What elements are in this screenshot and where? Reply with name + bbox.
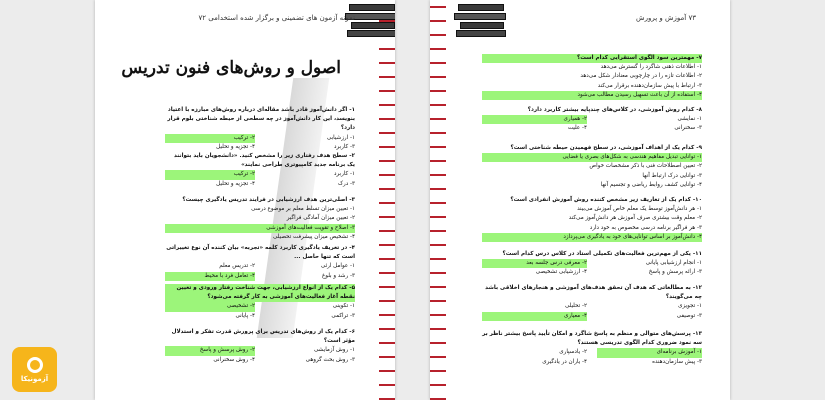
option: ۴- روش سخنرانی (213, 356, 255, 363)
option: ۲- تحلیلی (564, 303, 587, 310)
question-12 (482, 284, 702, 321)
option: ۱- نمایشی (677, 116, 702, 123)
option-highlighted: ۲- همیاری (482, 115, 587, 124)
question-text: ۱۰- کدام یک از تعاریف زیر مشخص کننده روش آموزش انفرادی است؟ (510, 197, 702, 203)
options (165, 170, 355, 188)
option: ۱- انجام ارزشیابی پایانی (645, 260, 702, 267)
right-page (430, 0, 730, 400)
question-4 (165, 244, 355, 281)
question-text: ۱۱- یکی از مهم‌ترین فعالیت‌های تکمیلی استاد در کلاس درس کدام است؟ (502, 251, 702, 257)
question-2 (165, 152, 355, 189)
question-text: ۹- کدام یک از اهداف آموزشی، در سطح فهمیدن حیطه شناختی است؟ (510, 145, 702, 151)
option: ۱- کاربرد (333, 171, 355, 178)
options (482, 205, 702, 242)
option-highlighted: ۴- دانش‌آموز بر اساس توانایی‌های خود به یادگیری می‌پردازد (482, 233, 702, 242)
option: ۱- ارزشیابی (326, 134, 355, 141)
option: ۲- معلم وقت بیشتری صرف آموزش هر دانش‌آموز می‌کند (568, 215, 702, 222)
option-highlighted: ۱- آموزش برنامه‌ای (597, 348, 702, 357)
option: ۳- روش بحث گروهی (305, 356, 355, 363)
option: ۴- تجزیه و تحلیل (216, 143, 255, 150)
question-6 (165, 328, 355, 365)
question-text: ۱- اگر دانش‌آموز قادر باشد مقاله‌ای درباره روش‌های مبارزه با اعتیاد بنویسد، این کار دانش‌آموز در چه سطحی از حیطه شناختی بلوم قرار دارد؟ (167, 107, 355, 132)
option: ۳- هر فراگیر برنامه درسی مخصوص به خود دارد (589, 224, 702, 231)
option: ۴- یاران در یادگیری (542, 358, 587, 365)
option: ۲- تدریس معلم (219, 263, 255, 270)
book-stack-illustration (450, 0, 510, 38)
question-text: ۴- در تعریف یادگیری کاربرد کلمه «تجربه» بیان کننده آن نوع تغییراتی است که تنها حاصل ... (166, 245, 355, 261)
option-highlighted: ۱- توانایی تبدیل مفاهیم هندسی به شکل‌های بصری یا فضایی (482, 153, 702, 162)
option: ۱- اطلاعات ذهنی شاگرد را گسترش می‌دهد (600, 64, 702, 71)
options (165, 205, 355, 242)
question-11 (482, 250, 702, 278)
options (482, 153, 702, 190)
running-head: نمونه آزمون های تضمینی و برگزار شده استخدامی ۷۲ (198, 14, 355, 22)
running-head: ۷۳ آموزش و پرورش (636, 14, 696, 22)
option: ۲- اطلاعات تازه را در چارچوبی معنادار شکل می‌دهد (580, 73, 702, 80)
option-highlighted: ۲- تشخیصی (165, 302, 255, 311)
option-highlighted: ۴- تعامل فرد با محیط (165, 272, 255, 281)
option: ۳- پیش سازمان‌دهنده (652, 358, 702, 365)
spiral-binding (430, 0, 446, 400)
options (482, 63, 702, 100)
option-highlighted: ۲- ترکیب (165, 170, 255, 179)
option: ۴- ارزشیابی تشخیصی (535, 269, 587, 276)
option: ۱- روش آزمایشی (314, 347, 355, 354)
option: ۳- توصیفی (676, 312, 702, 319)
options (165, 346, 355, 364)
option: ۳- ارائه پرسش و پاسخ (648, 269, 702, 276)
option: ۲- تعیین اصطلاحات فنی با ذکر مشخصات خواص (589, 163, 702, 170)
spiral-binding (379, 0, 395, 400)
question-text: ۳- اصلی‌ترین هدف ارزشیابی در فرایند تدریس یادگیری چیست؟ (182, 197, 355, 203)
option-highlighted: ۴- معیاری (482, 312, 587, 321)
question-9 (482, 144, 702, 190)
question-8 (482, 106, 702, 134)
option-highlighted: ۳- اصلاح و تقویت فعالیت‌های آموزشی (165, 224, 355, 233)
question-1 (165, 106, 355, 152)
question-text: ۱۲- به مطالعاتی که هدف آن تحقق هدف‌های آموزشی و هنجارهای اخلاقی باشد چه می‌گویند؟ (485, 285, 702, 301)
option-highlighted: ۲- معرفی درس جلسه بعد (482, 259, 587, 268)
option: ۱- تعیین میزان تسلط معلم بر موضوع درسی (251, 206, 355, 213)
question-7 (482, 54, 702, 100)
question-text: ۸- کدام روش آموزشی، در کلاس‌های چندپایه بیشتر کاربرد دارد؟ (527, 107, 702, 113)
question-3 (165, 196, 355, 242)
option: ۱- هر دانش‌آموز توسط یک معلم خاص آموزش می‌بیند (577, 206, 702, 213)
option: ۲- تعیین میزان آمادگی فراگیر (286, 215, 355, 222)
logo-text: آزمونیکا (20, 374, 49, 383)
option: ۴- تشخیص میزان پیشرفت تحصیلی (273, 233, 355, 240)
option: ۴- علیت (567, 125, 587, 132)
options (165, 302, 355, 320)
option: ۳- تراکمی (331, 312, 355, 319)
option: ۴- توانایی کشف روابط ریاضی و تجسیم آنها (600, 181, 702, 188)
option: ۳- رشد و بلوغ (321, 272, 355, 279)
question-text: ۲- سطح هدف رفتاری زیر را مشخص کنید. «دانشجویان باید بتوانند یک برنامه جدید کامپیوتری طراحی نمایند» (173, 153, 355, 169)
chapter-title: اصول و روش‌های فنون تدریس (121, 58, 341, 78)
options (165, 262, 355, 280)
options (482, 348, 702, 366)
question-text: ۷- مهمترین سود الگوی استقرایی کدام است؟ (482, 54, 702, 63)
question-text: ۵- کدام یک از انواع ارزشیابی، جهت شناخت رفتار ورودی و تعیین نقطه آغاز فعالیت‌های آموزشی به کار گرفته می‌شود؟ (165, 284, 355, 302)
azmonika-logo[interactable] (12, 347, 57, 392)
option-highlighted: ۴- استفاده از آن باعث تسهیل رسیدن مطالب می‌شود (482, 91, 702, 100)
option: ۴- تجزیه و تحلیل (216, 180, 255, 187)
question-10 (482, 196, 702, 242)
option: ۱- عوامل ارثی (320, 263, 355, 270)
option: ۳- سخنرانی (674, 125, 702, 132)
option-highlighted: ۲- روش پرسش و پاسخ (165, 346, 255, 355)
option: ۱- تجویزی (678, 303, 702, 310)
left-page (95, 0, 395, 400)
option: ۴- پایانی (235, 312, 255, 319)
options (482, 115, 702, 133)
option: ۳- کاربرد (333, 143, 355, 150)
question-text: ۶- کدام یک از روش‌های تدریس برای پرورش قدرت تفکر و استدلال مؤثر است؟ (171, 329, 355, 345)
options (482, 302, 702, 320)
option: ۳- توانایی درک ارتباط آنها (642, 172, 702, 179)
option: ۱- تکوینی (332, 303, 355, 310)
option: ۲- یادسپاری (559, 349, 587, 356)
option: ۳- ارتباط با پیش سازمان‌دهنده برقرار می‌کند (597, 82, 702, 89)
question-text: ۱۳- پرسش‌های متوالی و منظم به پاسخ شاگرد و امکان تأیید پاسخ بیشتر ناظر بر سه نمود ضروری کدام الگوی تدریسی هستند؟ (482, 331, 702, 347)
question-5 (165, 284, 355, 321)
options (165, 134, 355, 152)
options (482, 259, 702, 277)
option-highlighted: ۲- ترکیب (165, 134, 255, 143)
logo-mark-icon (27, 357, 43, 373)
option: ۳- درک (337, 180, 355, 187)
question-13 (482, 330, 702, 367)
